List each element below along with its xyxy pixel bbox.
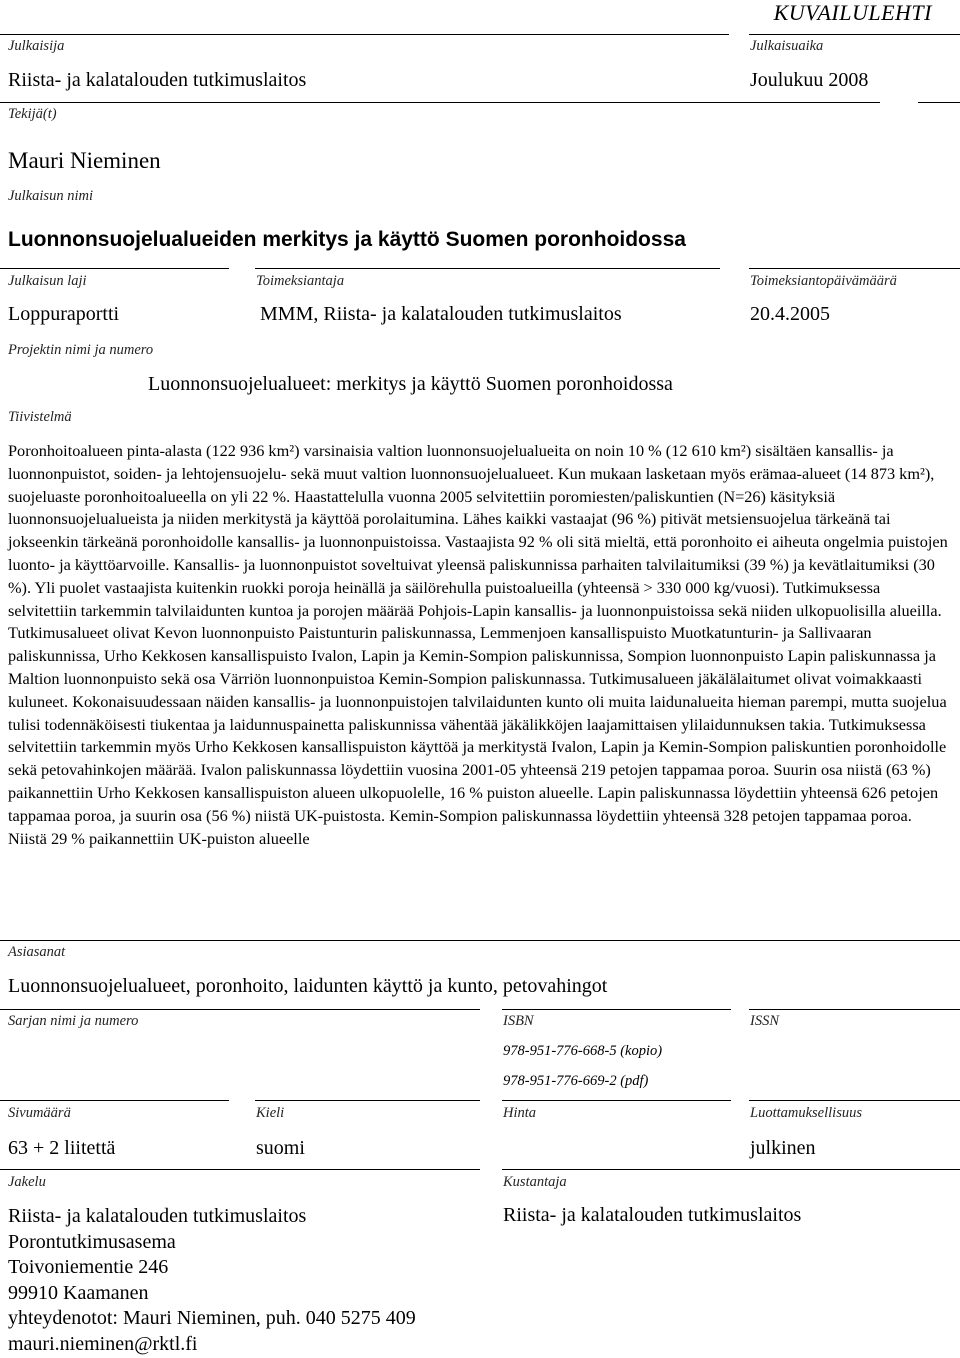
publication-date-label: Julkaisuaika [750,38,824,54]
address-line: 99910 Kaamanen [8,1281,149,1304]
distribution-address [8,1204,416,1358]
publication-type-label: Julkaisun laji [8,273,87,289]
divider [0,940,960,941]
pages-label: Sivumäärä [8,1105,71,1121]
divider [0,268,229,269]
address-line: Riista- ja kalatalouden tutkimuslaitos [8,1205,307,1227]
divider [749,34,960,35]
pages-value: 63 + 2 liitettä [8,1137,116,1159]
address-line: Toivoniementie 246 [8,1256,169,1279]
publication-type-value: Loppuraportti [8,303,120,325]
divider [749,1009,960,1010]
isbn-pdf: 978-951-776-669-2 (pdf) [503,1073,649,1089]
divider [749,1100,960,1101]
divider [502,1169,960,1170]
isbn-label: ISBN [503,1013,534,1029]
divider [502,1009,731,1010]
divider [0,102,880,103]
contact-line: yhteydenotot: Mauri Nieminen, puh. 040 5275 409 [8,1307,416,1330]
series-label: Sarjan nimi ja numero [8,1013,139,1029]
divider [0,1100,229,1101]
divider [749,268,960,269]
commission-date-value: 20.4.2005 [750,303,830,325]
publisher-value: Riista- ja kalatalouden tutkimuslaitos [8,69,307,91]
divider [918,102,960,103]
project-value: Luonnonsuojelualueet: merkitys ja käyttö Suomen poronhoidossa [148,373,673,395]
abstract-label: Tiivistelmä [8,409,72,425]
document-type-title: KUVAILULEHTI [773,0,932,25]
authors-value: Mauri Nieminen [8,148,161,173]
issn-label: ISSN [750,1013,779,1029]
divider [0,1009,480,1010]
language-label: Kieli [256,1105,285,1121]
publication-name-label: Julkaisun nimi [8,188,93,204]
confidentiality-value: julkinen [750,1137,816,1159]
project-label: Projektin nimi ja numero [8,342,154,358]
divider [255,268,720,269]
publisher-label: Julkaisija [8,38,65,54]
divider [0,34,729,35]
contact-email: mauri.nieminen@rktl.fi [8,1332,198,1355]
publisher2-value: Riista- ja kalatalouden tutkimuslaitos [503,1204,802,1226]
distribution-label: Jakelu [8,1174,46,1190]
publication-date-value: Joulukuu 2008 [750,69,869,91]
price-label: Hinta [503,1105,537,1121]
divider [0,1169,480,1170]
keywords-value: Luonnonsuojelualueet, poronhoito, laidunten käyttö ja kunto, petovahingot [8,975,608,997]
commissioner-value: MMM, Riista- ja kalatalouden tutkimuslaitos [260,303,622,325]
commissioner-label: Toimeksiantaja [256,273,345,289]
address-line: Porontutkimusasema [8,1230,176,1253]
language-value: suomi [256,1137,305,1159]
isbn-print: 978-951-776-668-5 (kopio) [503,1043,663,1059]
publisher2-label: Kustantaja [503,1174,567,1190]
divider [502,1100,731,1101]
authors-label: Tekijä(t) [8,106,57,122]
commission-date-label: Toimeksiantopäivämäärä [750,273,897,289]
publication-name-value: Luonnonsuojelualueiden merkitys ja käyttö Suomen poronhoidossa [8,228,686,251]
confidentiality-label: Luottamuksellisuus [750,1105,862,1121]
divider [255,1100,480,1101]
abstract-text: Poronhoitoalueen pinta-alasta (122 936 km²) varsinaisia valtion luonnonsuojelualueita on noin 10 % (12 610 km²) sisältäen kansallis- ja luonnonpuistot, soiden- ja lehtojensuojelu- sekä muut valtion luonnonsuojelualueet. Kun mukaan lasketaan myös erämaa-alueet (14 873 km²), suojeluaste poronhoitoalueella on yli 22 %. Haastattelulla vuonna 2005 selvitettiin poromiesten/paliskuntien (N=26) käsityksiä luonnonsuojelualueista ja niiden merkitystä ja käyttöä porolaitumina. Lähes kaikki vastaajat (96 %) pitivät metsiensuojelua tärkeänä tai jokseenkin tärkeänä poronhoidolle kansallis- ja luonnonpuistoissa. Vastaajista 92 % oli sitä mieltä, että poronhoito ei aiheuta ongelmia puistojen luonto- ja käyttöarvoille. Kansallis- ja luonnonpuistot soveltuivat yleensä paliskunnissa parhaiten talvilaitumiksi (39 %) ja kevätlaitumiksi (30 %). Yli puolet vastaajista kuitenkin ruokki poroja heinällä ja säilörehulla puistoalueilla (yhteensä > 330 000 kg/vuosi). Tutkimuksessa selvitettiin tarkemmin talvilaidunten kuntoa ja porojen määrää Pohjois-Lapin kansallis- ja luonnonpuistoissa sekä niiden ulkopuolisilla alueilla. Tutkimusalueet olivat Kevon luonnonpuisto Paistunturin paliskunnassa, Lemmenjoen kansallispuisto Muotkatunturin- ja Sallivaaran paliskunnissa, Urho Kekkosen kansallispuisto Ivalon, Lapin ja Kemin-Sompion paliskunnissa, Sompion luonnonpuisto Lapin paliskunnassa ja Maltion luonnonpuisto sekä osa Värriön luonnonpuistoa Kemin-Sompion paliskunnassa. Tutkimusalueen jäkälälaitumet olivat voimakkaasti kuluneet. Kokonaisuudessaan näiden kansallis- ja luonnonpuistojen talvilaidunten kunto oli muita laidunalueita hieman parempi, mutta suojelua tulisi todennäköisesti tiukentaa ja laidunnuspainetta paliskunnissa vähentää jäkälikköjen laajamittaisen ylilaidunnuksen takia. Tutkimuksessa selvitettiin tarkemmin myös Urho Kekkosen kansallispuiston käyttöä ja merkitystä Ivalon, Lapin ja Kemin-Sompion paliskuntien poronhoidolle sekä petovahinkojen määrää. Ivalon paliskunnassa löydettiin vuosina 2001-05 yhteensä 219 petojen tappamaa poroa. Suurin osa niistä (63 %) paikannettiin Urho Kekkosen kansallispuiston alueen ulkopuolelle, 16 % puiston alueelle. Lapin paliskunnassa löydettiin yhteensä 626 petojen tappamaa poroa, ja suurin osa (56 %) niistä UK-puistosta. Kemin-Sompion paliskunnassa löydettiin yhteensä 328 petojen tappamaa poroa. Niistä 29 % paikannettiin UK-puiston alueelle [8,441,948,848]
keywords-label: Asiasanat [8,944,66,960]
